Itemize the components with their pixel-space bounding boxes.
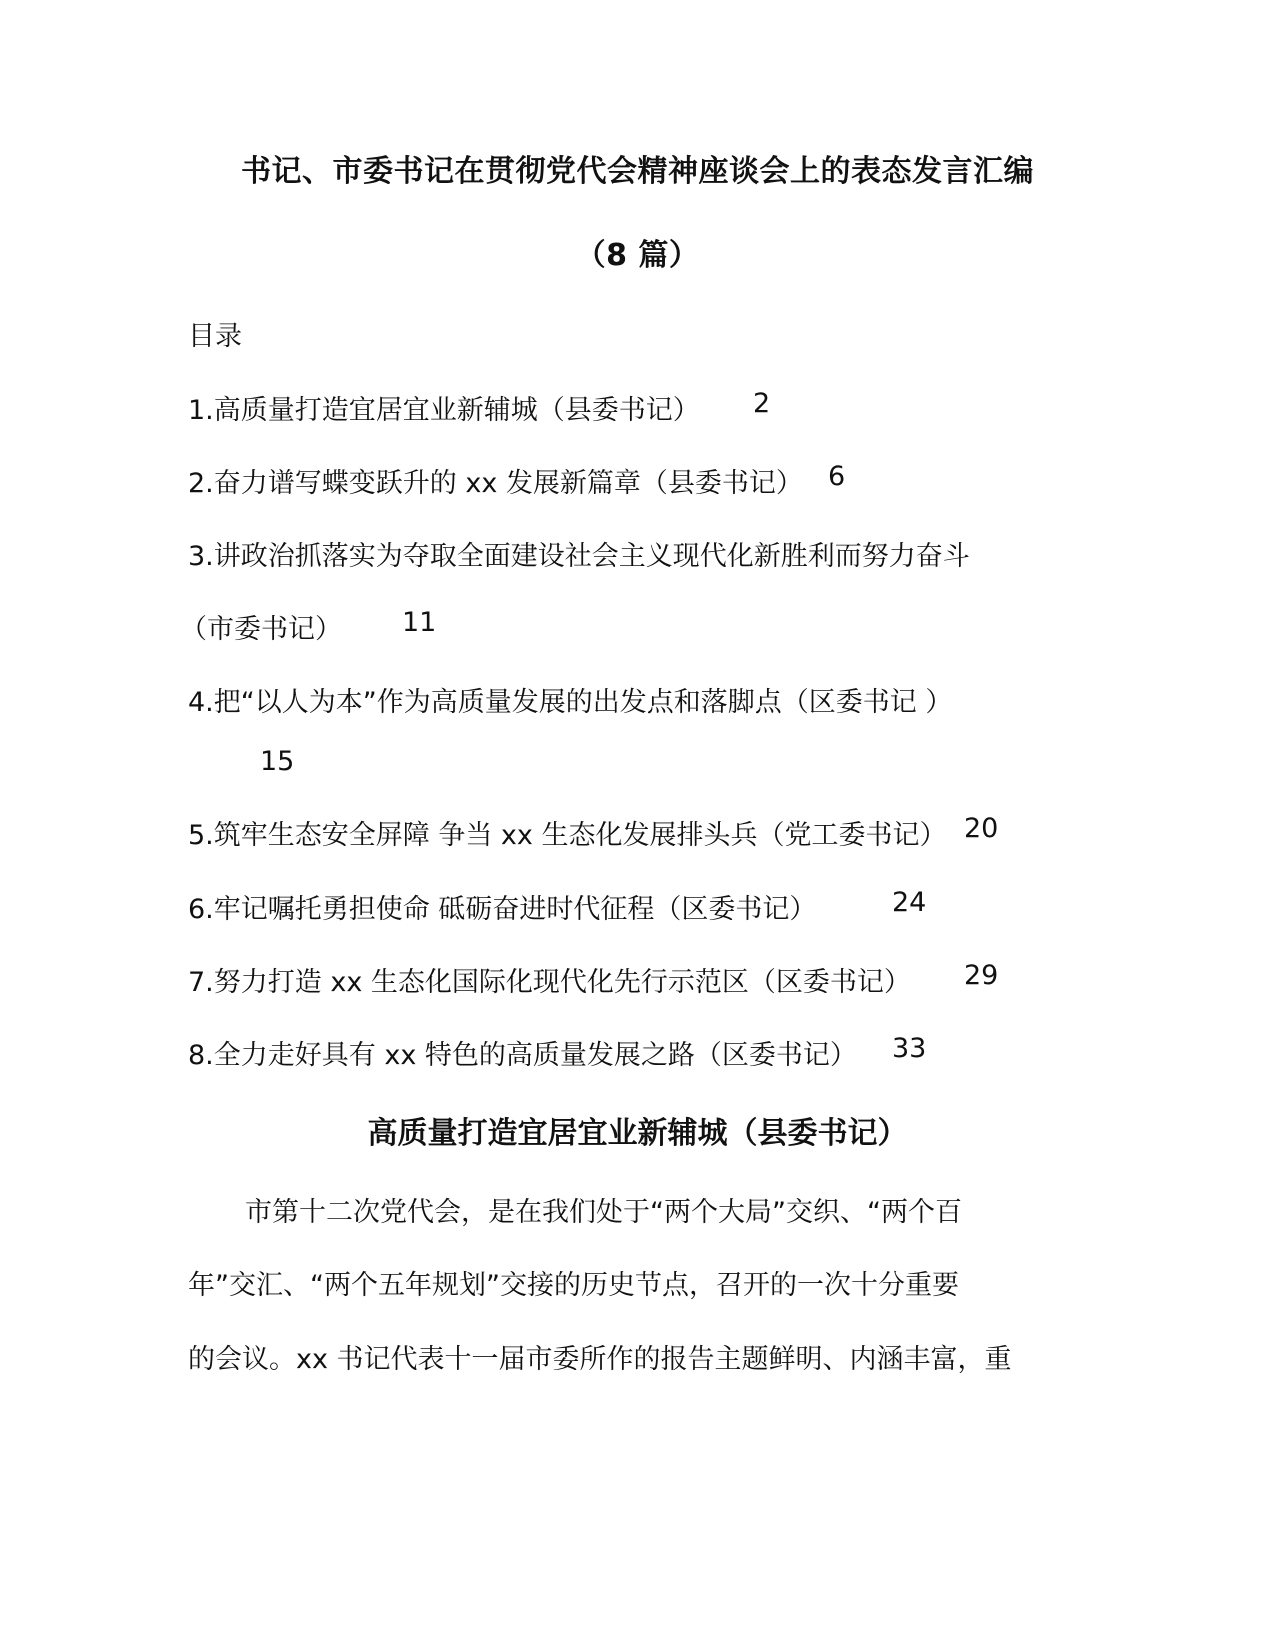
toc-item-4[interactable] [188,680,952,719]
section-title: 高质量打造宜居宜业新辅城（县委书记） [367,1116,908,1151]
toc-item-page: 20 [964,813,999,844]
toc-item-1[interactable] [188,388,771,427]
toc-item-text: 8.全力走好具有 xx 特色的高质量发展之路（区委书记） [188,1040,857,1071]
toc-item-text: 5.筑牢生态安全屏障 争当 xx 生态化发展排头兵（党工委书记） [188,820,947,851]
paragraph-line-3: 的会议。xx 书记代表十一届市委所作的报告主题鲜明、内涵丰富，重 [188,1344,1012,1375]
toc-item-page: 33 [892,1033,927,1064]
toc-item-page: 6 [828,461,846,492]
toc-item-8[interactable] [188,1033,927,1072]
toc-item-text: 3.讲政治抓落实为夺取全面建设社会主义现代化新胜利而努力奋斗 [188,541,970,572]
toc-heading: 目录 [188,321,242,352]
document-title-line-2: （8 篇） [575,238,700,273]
toc-item-3-continued[interactable] [180,607,437,646]
paragraph-line-1: 市第十二次党代会，是在我们处于“两个大局”交织、“两个百 [245,1197,962,1228]
toc-item-text: 4.把“以人为本”作为高质量发展的出发点和落脚点（区委书记 ） [188,687,953,718]
toc-item-2[interactable] [188,461,846,500]
paragraph-line-2: 年”交汇、“两个五年规划”交接的历史节点，召开的一次十分重要 [188,1270,959,1301]
toc-item-text: 2.奋力谱写蝶变跃升的 xx 发展新篇章（县委书记） [188,468,803,499]
toc-item-text: 6.牢记嘱托勇担使命 砥砺奋进时代征程（区委书记） [188,894,817,925]
toc-item-7[interactable] [188,960,999,999]
toc-item-page: 15 [260,746,295,777]
toc-item-page: 29 [964,960,999,991]
toc-item-text: 7.努力打造 xx 生态化国际化现代化先行示范区（区委书记） [188,967,911,998]
toc-item-6[interactable] [188,887,927,926]
toc-item-page: 24 [892,887,927,918]
toc-item-3[interactable] [188,534,970,573]
toc-item-page: 11 [402,607,437,638]
toc-item-4-page-line[interactable] [260,746,294,777]
toc-item-5[interactable] [188,813,999,852]
document-title-line-1: 书记、市委书记在贯彻党代会精神座谈会上的表态发言汇编 [241,154,1034,189]
toc-item-text-continued: （市委书记） [180,614,342,645]
toc-item-text: 1.高质量打造宜居宜业新辅城（县委书记） [188,395,700,426]
toc-item-page: 2 [753,388,771,419]
